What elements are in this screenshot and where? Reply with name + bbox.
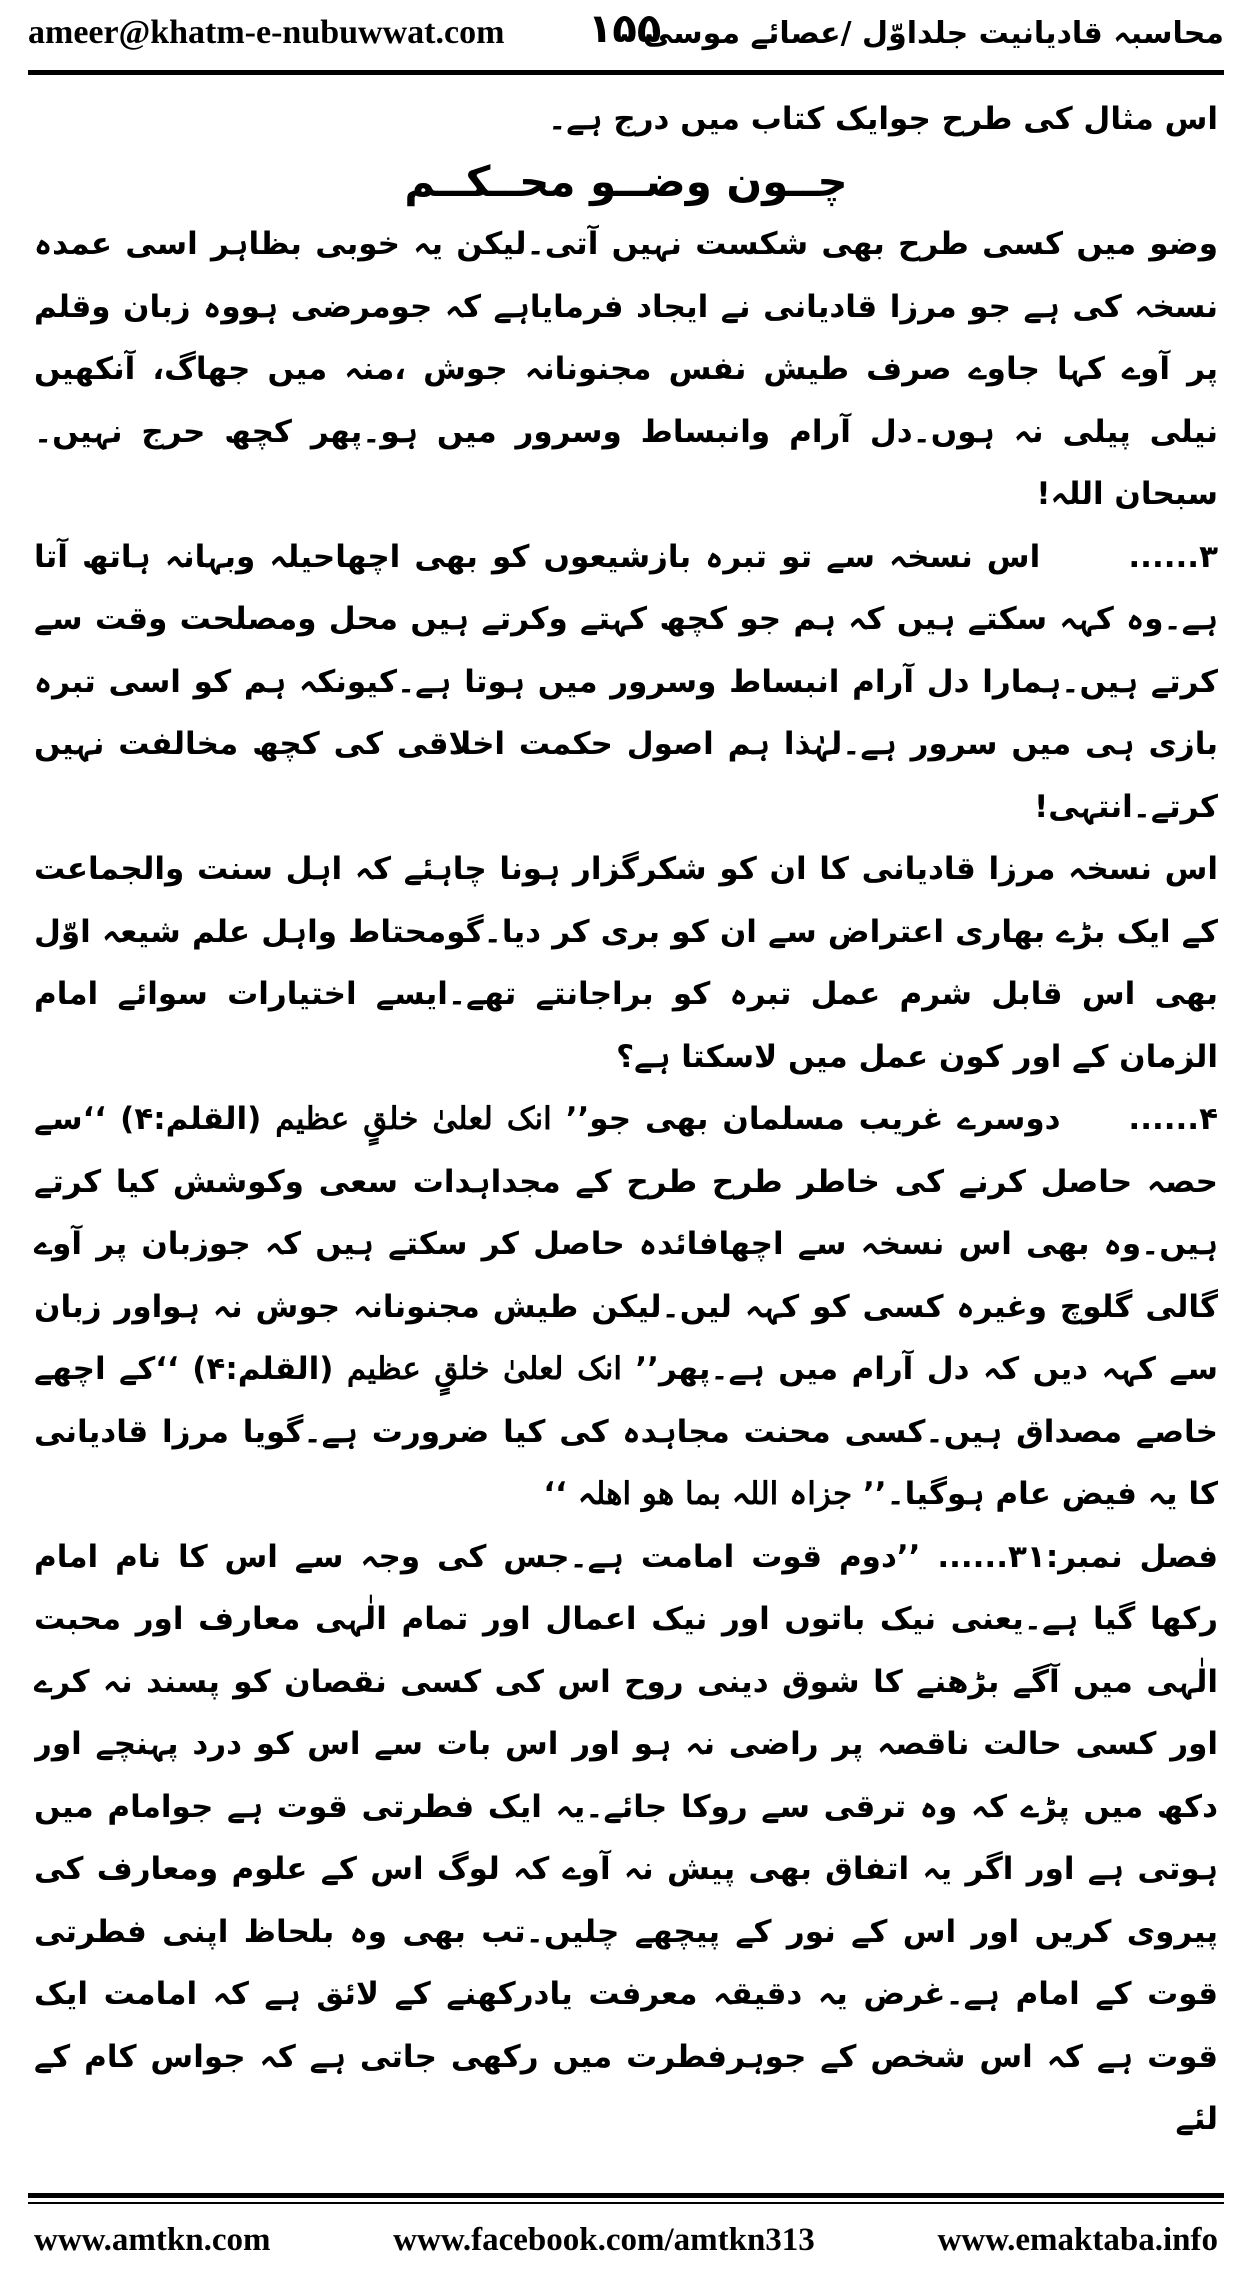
page-footer <box>34 2212 1218 2268</box>
quran-verse-2: انک لعلیٰ خلقٍ عظیم <box>346 1351 622 1387</box>
header-email: ameer@khatm-e-nubuwwat.com <box>28 14 505 51</box>
dua-phrase: جزاہ اللہ بما ھو اھلہ <box>577 1476 853 1512</box>
paragraph-4-text-c: ‘‘کے اچھے خاصے مصداق ہیں۔کسی محنت مجاہدہ کی کیا ضرورت ہے۔گویا مرزا قادیانی کا یہ فیض عام ہوگیا۔’’ <box>34 1351 1218 1512</box>
paragraph-1: وضو میں کسی طرح بھی شکست نہیں آتی۔لیکن یہ خوبی بظاہر اسی عمدہ نسخہ کی ہے جو مرزا قادیانی نے ایجاد فرمایاہے کہ جومرضی ہووہ زبان وقلم پر آوے کہا جاوے صرف طیش نفس مجنونانہ جوش ،منہ میں جھاگ، آنکھیں نیلی پیلی نہ ہوں۔دل آرام وانبساط وسرور میں ہو۔پھر کچھ حرج نہیں۔سبحان اللہ! <box>34 226 1218 512</box>
paragraph-4 <box>34 1088 1218 1526</box>
page-number: ۱۵۵ <box>588 6 662 52</box>
citation-2: (القلم:۴) <box>192 1351 334 1387</box>
footer-rule <box>28 2193 1224 2198</box>
intro-line: اس مثال کی طرح جوایک کتاب میں درج ہے۔ <box>548 101 1218 137</box>
paragraph-2-number: ۳...... <box>1128 538 1218 575</box>
paragraph-2-text: اس نسخہ سے تو تبرہ بازشیعوں کو بھی اچھاحیلہ وبہانہ ہاتھ آتا ہے۔وہ کہہ سکتے ہیں کہ ہم جو کچھ کہتے وکرتے ہیں محل ومصلحت وقت سے کرتے ہیں۔ہمارا دل آرام انبساط وسرور میں ہوتا ہے۔کیونکہ ہم کو اسی تبرہ بازی ہی میں سرور ہے۔لہٰذا ہم اصول حکمت اخلاقی کی کچھ مخالفت نہیں کرتے۔انتہی! <box>34 538 1218 825</box>
paragraph-2 <box>34 526 1218 839</box>
footer-link-emaktaba[interactable]: www.emaktaba.info <box>937 2221 1218 2258</box>
footer-link-facebook[interactable]: www.facebook.com/amtkn313 <box>393 2221 815 2258</box>
page-header <box>28 0 1224 66</box>
quran-verse-1: انک لعلیٰ خلقٍ عظیم <box>275 1101 552 1137</box>
page-body <box>34 88 1218 2166</box>
header-rule <box>28 70 1224 75</box>
paragraph-3: اس نسخہ مرزا قادیانی کا ان کو شکرگزار ہونا چاہئے کہ اہل سنت والجماعت کے ایک بڑے بھاری اعتراض سے ان کو بری کر دیا۔گومحتاط واہل علم شیعہ اوّل بھی اس قابل شرم عمل تبرہ کو براجانتے تھے۔ایسے اختیارات سوائے امام الزمان کے اور کون عمل میں لاسکتا ہے؟ <box>34 851 1218 1075</box>
section-label: فصل نمبر:۳۱...... <box>937 1538 1218 1575</box>
paragraph-4-number: ۴...... <box>1128 1101 1218 1137</box>
footer-link-amtkn[interactable]: www.amtkn.com <box>34 2221 271 2258</box>
paragraph-4-text-b: ‘‘سے حصہ حاصل کرنے کی خاطر طرح طرح کے مجداہدات سعی وکوشش کیا کرتے ہیں۔وہ بھی اس نسخہ سے اچھافائدہ حاصل کر سکتے ہیں کہ جوزبان پر آوے گالی گلوچ وغیرہ کسی کو کہہ لیں۔لیکن طیش مجنونانہ جوش نہ ہواور زبان سے کہہ دیں کہ دل آرام میں ہے۔پھر’’ <box>34 1101 1218 1387</box>
paragraph-4-text-a: دوسرے غریب مسلمان بھی جو’’ <box>565 1101 1061 1137</box>
paragraph-5 <box>34 1526 1218 2151</box>
paragraph-5-text: ’’دوم قوت امامت ہے۔جس کی وجہ سے اس کا نام امام رکھا گیا ہے۔یعنی نیک باتوں اور نیک اعمال اور تمام الٰہی معارف اور محبت الٰہی میں آگے بڑھنے کا شوق دینی روح اس کی کسی نقصان کو پسند نہ کرے اور کسی حالت ناقصہ پر راضی نہ ہو اور اس بات سے اس کو درد پہنچے اور دکھ میں پڑے کہ وہ ترقی سے روکا جائے۔یہ ایک فطرتی قوت ہے جوامام میں ہوتی ہے اور اگر یہ اتفاق بھی پیش نہ آوے کہ لوگ اس کے علوم ومعارف کی پیروی کریں اور اس کے نور کے پیچھے چلیں۔تب بھی وہ بلحاظ اپنی فطرتی قوت کے امام ہے۔غرض یہ دقیقہ معرفت یادرکھنے کے لائق ہے کہ امامت ایک قوت ہے کہ اس شخص کے جوہرفطرت میں رکھی جاتی ہے کہ جواس کام کے لئے <box>34 1538 1218 2137</box>
paragraph-4-end: ‘‘ <box>543 1476 567 1512</box>
footer-rule-thin <box>28 2202 1224 2204</box>
section-heading: چــون وضــو محــکــم <box>404 156 848 206</box>
citation-1: (القلم:۴) <box>120 1101 262 1137</box>
book-title: محاسبہ قادیانیت جلداوّل /عصائے موسیٰ <box>642 15 1224 51</box>
